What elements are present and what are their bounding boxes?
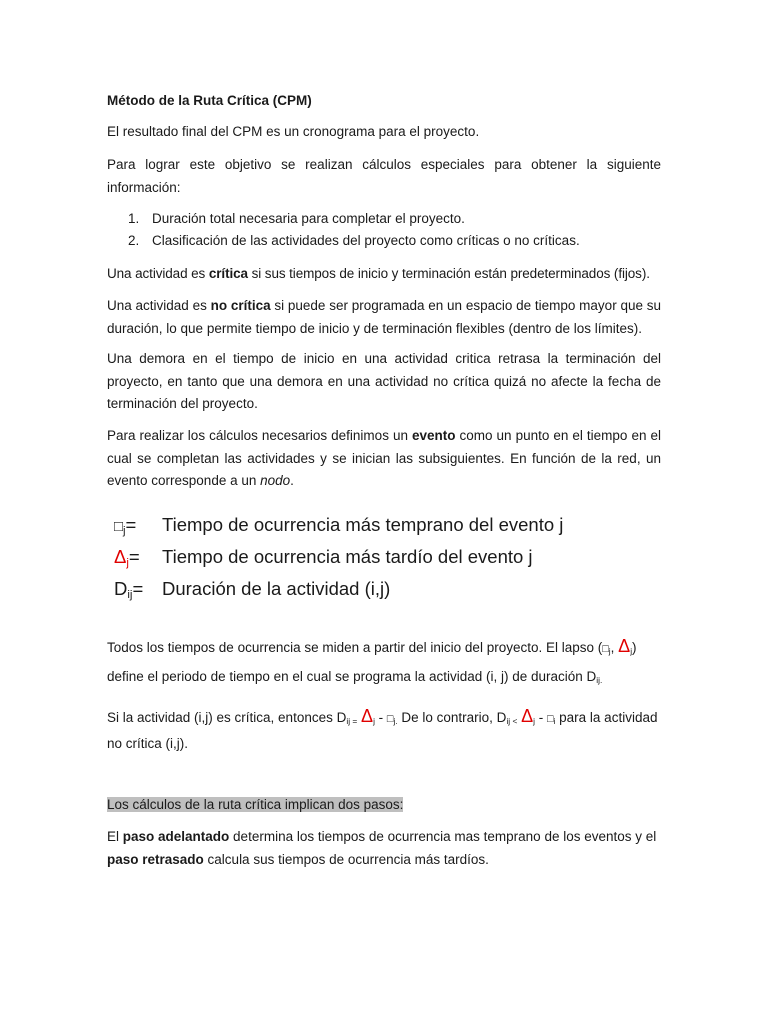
definition-earliest: $□_j=$ Tiempo de ocurrencia más temprano del evento j xyxy=(114,514,564,537)
paragraph-event: Para realizar los cálculos necesarios definimos un evento como un punto en el tiempo en el cual se completan las actividades y se inician las subsiguientes. En función de la red, un evento corresponde a un nodo. xyxy=(107,428,661,488)
list-item: 1. Duración total necesaria para completar el proyecto. xyxy=(128,211,465,226)
numbered-list xyxy=(107,208,661,252)
definition-latest: $\Delta_j=$ Tiempo de ocurrencia más tardío del evento j xyxy=(114,545,533,569)
paragraph-lapse: Todos los tiempos de ocurrencia se miden a partir del inicio del proyecto. El lapso ($□_j$, $\Delta_j$) xyxy=(107,636,637,657)
paragraph-period: define el periodo de tiempo en el cual se programa la actividad (i, j) de duración $D_{ij.}$ xyxy=(107,669,603,686)
paragraph-delay: Una demora en el tiempo de inicio en una actividad critica retrasa la terminación del proyecto, en tanto que una demora en una actividad no crítica quizá no afecte la fecha de terminación del proyecto. xyxy=(107,351,661,411)
paragraph-critical-condition: Si la actividad (i,j) es crítica, entonces $D_{ij =}$ $\Delta_j$ - $□_{j.}$ De lo contrario, $D_{ij <}$ $\Delta_j$ - $□_i$ para la actividad no crítica (i,j). xyxy=(107,706,658,751)
paragraph-passes: El paso adelantado determina los tiempos de ocurrencia mas temprano de los eventos y el paso retrasado calcula sus tiempos de ocurrencia más tardíos. xyxy=(107,829,657,867)
list-item: 2. Clasificación de las actividades del proyecto como críticas o no críticas. xyxy=(128,233,580,248)
definition-duration: $D_{ij}=$ Duración de la actividad (i,j) xyxy=(114,577,391,601)
paragraph-objective: Para lograr este objetivo se realizan cálculos especiales para obtener la siguiente información: xyxy=(107,157,661,195)
highlighted-heading: Los cálculos de la ruta crítica implican dos pasos: xyxy=(107,797,404,812)
paragraph-intro: El resultado final del CPM es un cronograma para el proyecto. xyxy=(107,124,480,139)
definitions-block xyxy=(114,512,563,608)
paragraph-critical: Una actividad es crítica si sus tiempos de inicio y terminación están predeterminados (fijos). xyxy=(107,266,650,281)
paragraph-non-critical: Una actividad es no crítica si puede ser programada en un espacio de tiempo mayor que su duración, lo que permite tiempo de inicio y de terminación flexibles (dentro de los límites). xyxy=(107,298,661,336)
document-title: Método de la Ruta Crítica (CPM) xyxy=(107,93,312,108)
